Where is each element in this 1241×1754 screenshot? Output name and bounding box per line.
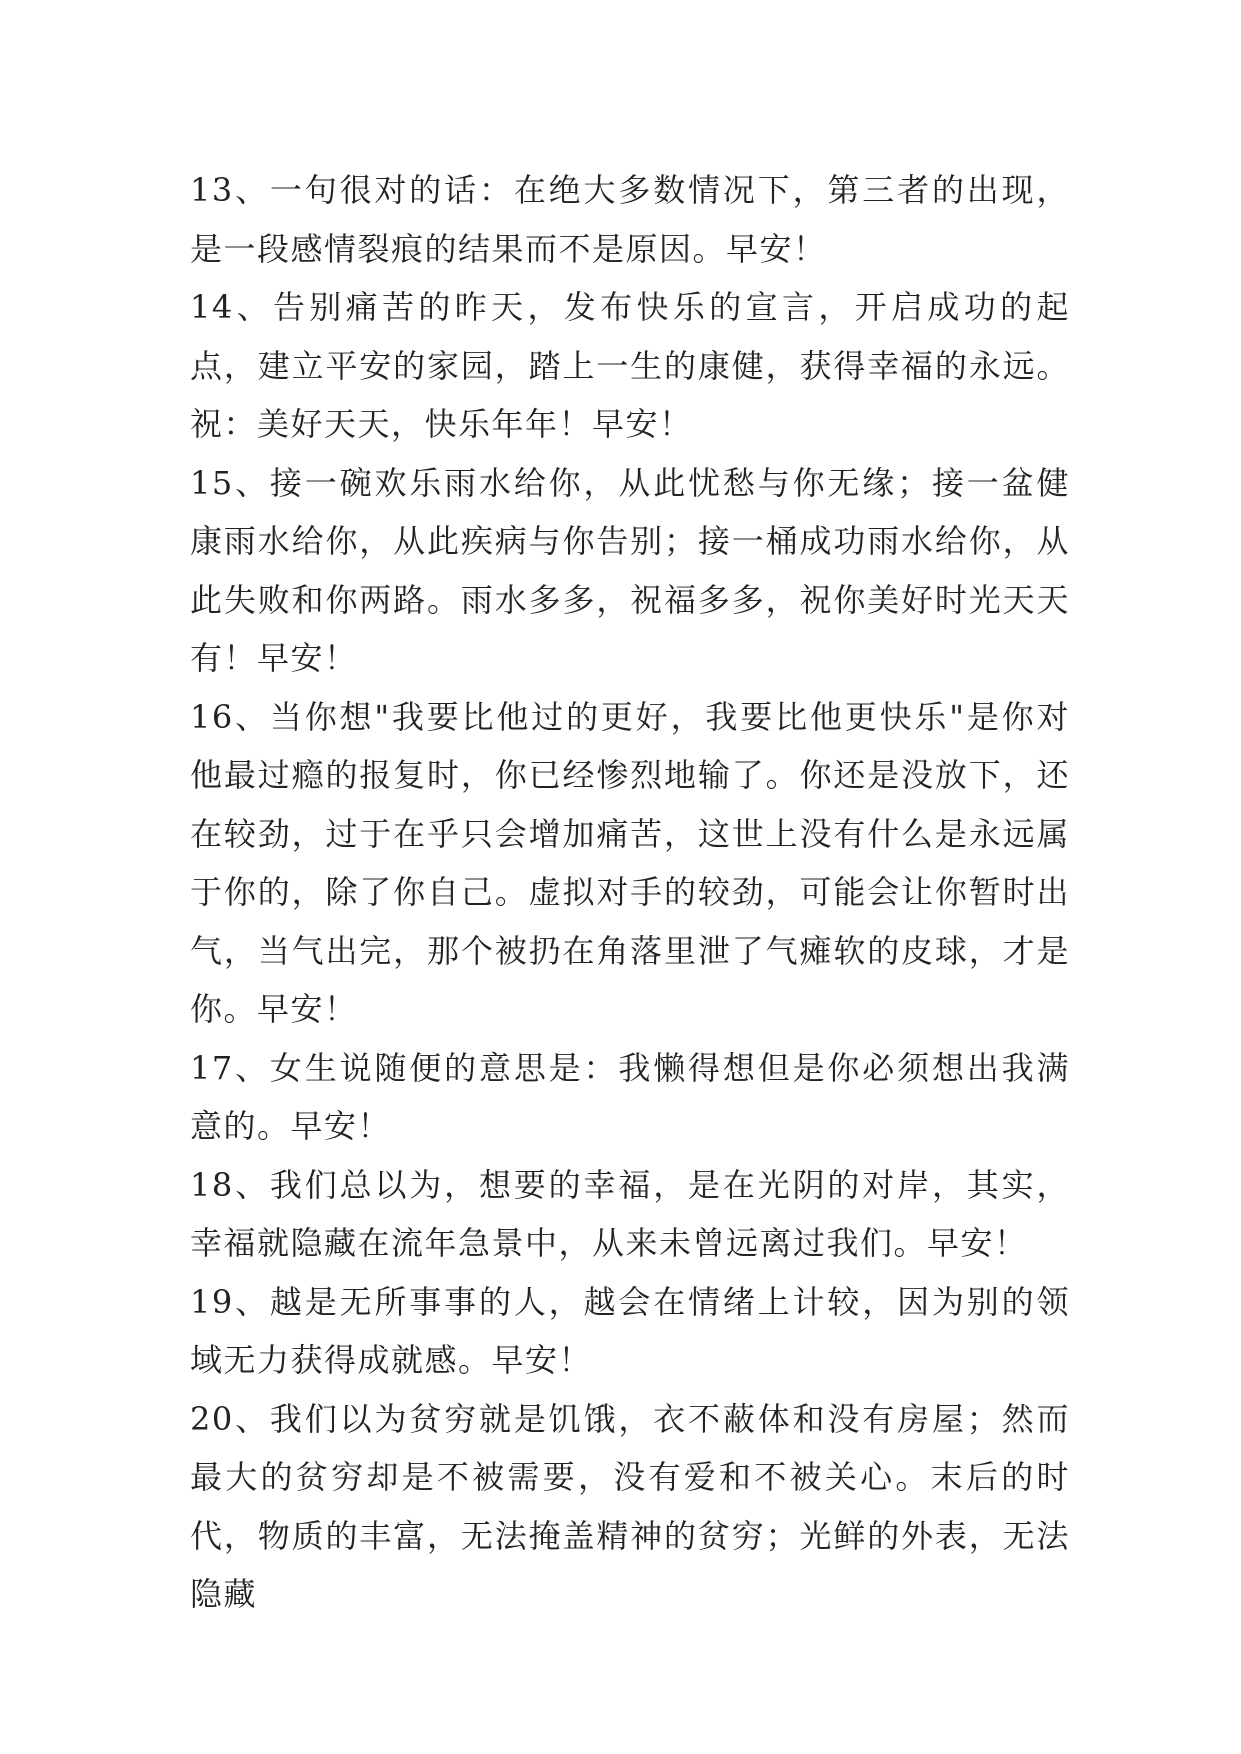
document-body: [190, 161, 1070, 1624]
paragraph-19: 19、越是无所事事的人，越会在情绪上计较，因为别的领域无力获得成就感。早安！: [190, 1282, 1070, 1379]
paragraph-20: 20、我们以为贫穷就是饥饿，衣不蔽体和没有房屋；然而最大的贫穷却是不被需要，没有爱和不被关心。末后的时代，物质的丰富，无法掩盖精神的贫穷；光鲜的外表，无法隐藏: [190, 1399, 1070, 1613]
paragraph-15: 15、接一碗欢乐雨水给你，从此忧愁与你无缘；接一盆健康雨水给你，从此疾病与你告别；接一桶成功雨水给你，从此失败和你两路。雨水多多，祝福多多，祝你美好时光天天有！早安！: [190, 463, 1070, 677]
paragraph-13: 13、一句很对的话：在绝大多数情况下，第三者的出现，是一段感情裂痕的结果而不是原因。早安！: [190, 171, 1070, 268]
paragraph-14: 14、告别痛苦的昨天，发布快乐的宣言，开启成功的起点，建立平安的家园，踏上一生的康健，获得幸福的永远。祝：美好天天，快乐年年！早安！: [190, 288, 1070, 443]
paragraph-17: 17、女生说随便的意思是：我懒得想但是你必须想出我满意的。早安！: [190, 1048, 1070, 1145]
paragraph-16: 16、当你想"我要比他过的更好，我要比他更快乐"是你对他最过瘾的报复时，你已经惨烈地输了。你还是没放下，还在较劲，过于在乎只会增加痛苦，这世上没有什么是永远属于你的，除了你自己。虚拟对手的较劲，可能会让你暂时出气，当气出完，那个被扔在角落里泄了气瘫软的皮球，才是你。早安！: [190, 697, 1070, 1028]
paragraph-18: 18、我们总以为，想要的幸福，是在光阴的对岸，其实，幸福就隐藏在流年急景中，从来未曾远离过我们。早安！: [190, 1165, 1070, 1262]
